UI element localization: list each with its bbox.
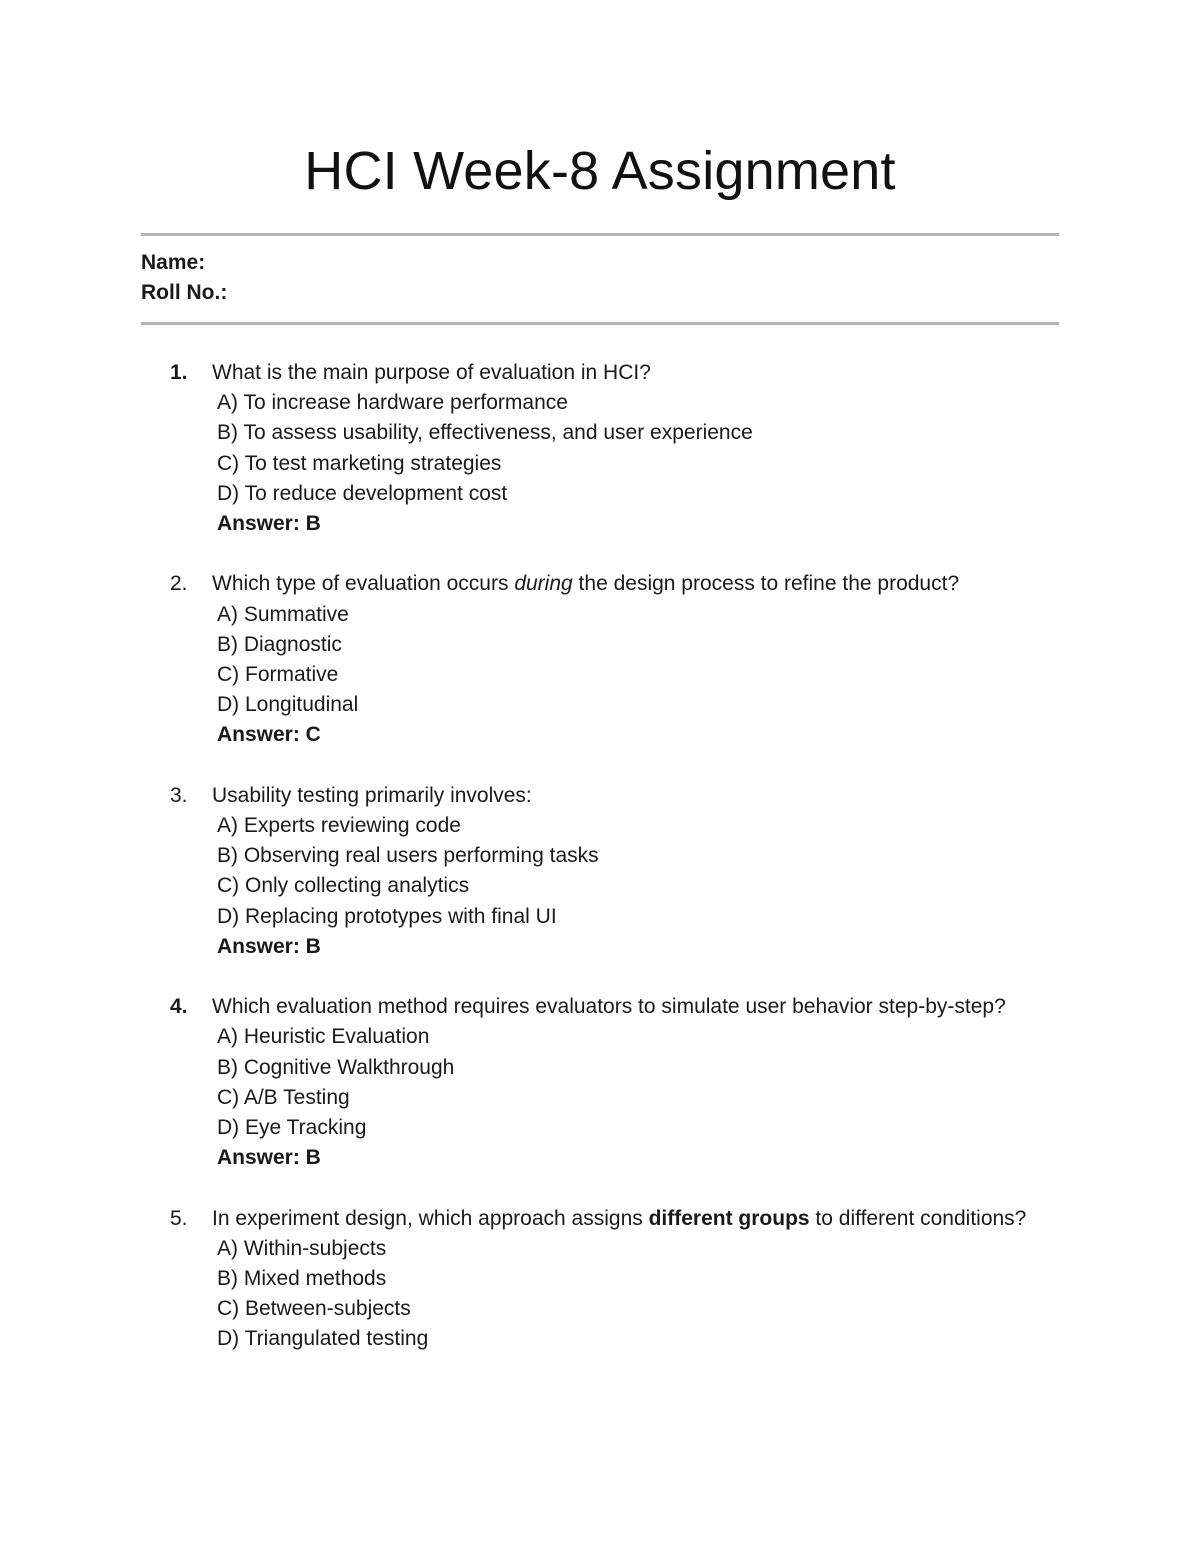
option-c: C) A/B Testing <box>217 1085 350 1109</box>
question-text: Usability testing primarily involves: <box>212 783 532 807</box>
question-1 <box>170 358 1060 539</box>
question-text-part: the design process to refine the product? <box>572 572 960 596</box>
option-c: C) Formative <box>217 663 339 687</box>
question-body <box>212 781 1060 962</box>
option-d: D) Longitudinal <box>217 693 359 717</box>
answer: Answer: C <box>217 723 321 747</box>
option-a: A) To increase hardware performance <box>217 391 568 415</box>
document-title: HCI Week-8 Assignment <box>304 141 896 201</box>
option-b: B) Diagnostic <box>217 632 342 656</box>
question-text: Which evaluation method requires evaluators to simulate user behavior step-by-step? <box>212 995 1006 1019</box>
option-a: A) Experts reviewing code <box>217 814 461 838</box>
emphasized-word: during <box>514 572 573 596</box>
question-number: 4. <box>170 995 188 1019</box>
option-c: C) To test marketing strategies <box>217 451 502 475</box>
question-text-part: In experiment design, which approach assigns <box>212 1206 649 1230</box>
bottom-divider <box>141 322 1059 325</box>
roll-number-label: Roll No.: <box>141 281 228 304</box>
question-5 <box>170 1204 1060 1355</box>
question-text-part: Which type of evaluation occurs <box>212 572 515 596</box>
option-a: A) Summative <box>217 602 349 626</box>
option-a: A) Heuristic Evaluation <box>217 1025 430 1049</box>
question-number: 3. <box>170 783 188 807</box>
question-list <box>170 358 1060 1385</box>
option-c: C) Between-subjects <box>217 1297 411 1321</box>
top-divider <box>141 233 1059 236</box>
question-body <box>212 569 1060 750</box>
question-text <box>212 569 1060 599</box>
option-d: D) To reduce development cost <box>217 481 508 505</box>
question-body <box>212 992 1060 1173</box>
answer: Answer: B <box>217 1146 321 1170</box>
option-b: B) To assess usability, effectiveness, and user experience <box>217 421 753 445</box>
question-text <box>212 1204 1060 1234</box>
question-number: 5. <box>170 1206 188 1230</box>
answer: Answer: B <box>217 934 321 958</box>
option-b: B) Observing real users performing tasks <box>217 844 599 868</box>
question-text: What is the main purpose of evaluation in HCI? <box>212 361 651 384</box>
option-b: B) Mixed methods <box>217 1267 387 1291</box>
question-body <box>212 1204 1060 1355</box>
option-d: D) Replacing prototypes with final UI <box>217 904 557 928</box>
option-d: D) Eye Tracking <box>217 1116 367 1140</box>
question-number: 1. <box>170 361 188 384</box>
question-4 <box>170 992 1060 1173</box>
answer: Answer: B <box>217 512 321 536</box>
bold-phrase: different groups <box>648 1206 810 1230</box>
question-3 <box>170 781 1060 962</box>
student-info <box>141 248 227 308</box>
option-d: D) Triangulated testing <box>217 1327 429 1351</box>
option-c: C) Only collecting analytics <box>217 874 470 898</box>
question-number: 2. <box>170 572 188 596</box>
question-text-part: to different conditions? <box>809 1206 1027 1230</box>
name-label: Name: <box>141 251 206 274</box>
option-b: B) Cognitive Walkthrough <box>217 1055 455 1079</box>
option-a: A) Within-subjects <box>217 1236 387 1260</box>
question-2 <box>170 569 1060 750</box>
question-body <box>212 358 1060 539</box>
